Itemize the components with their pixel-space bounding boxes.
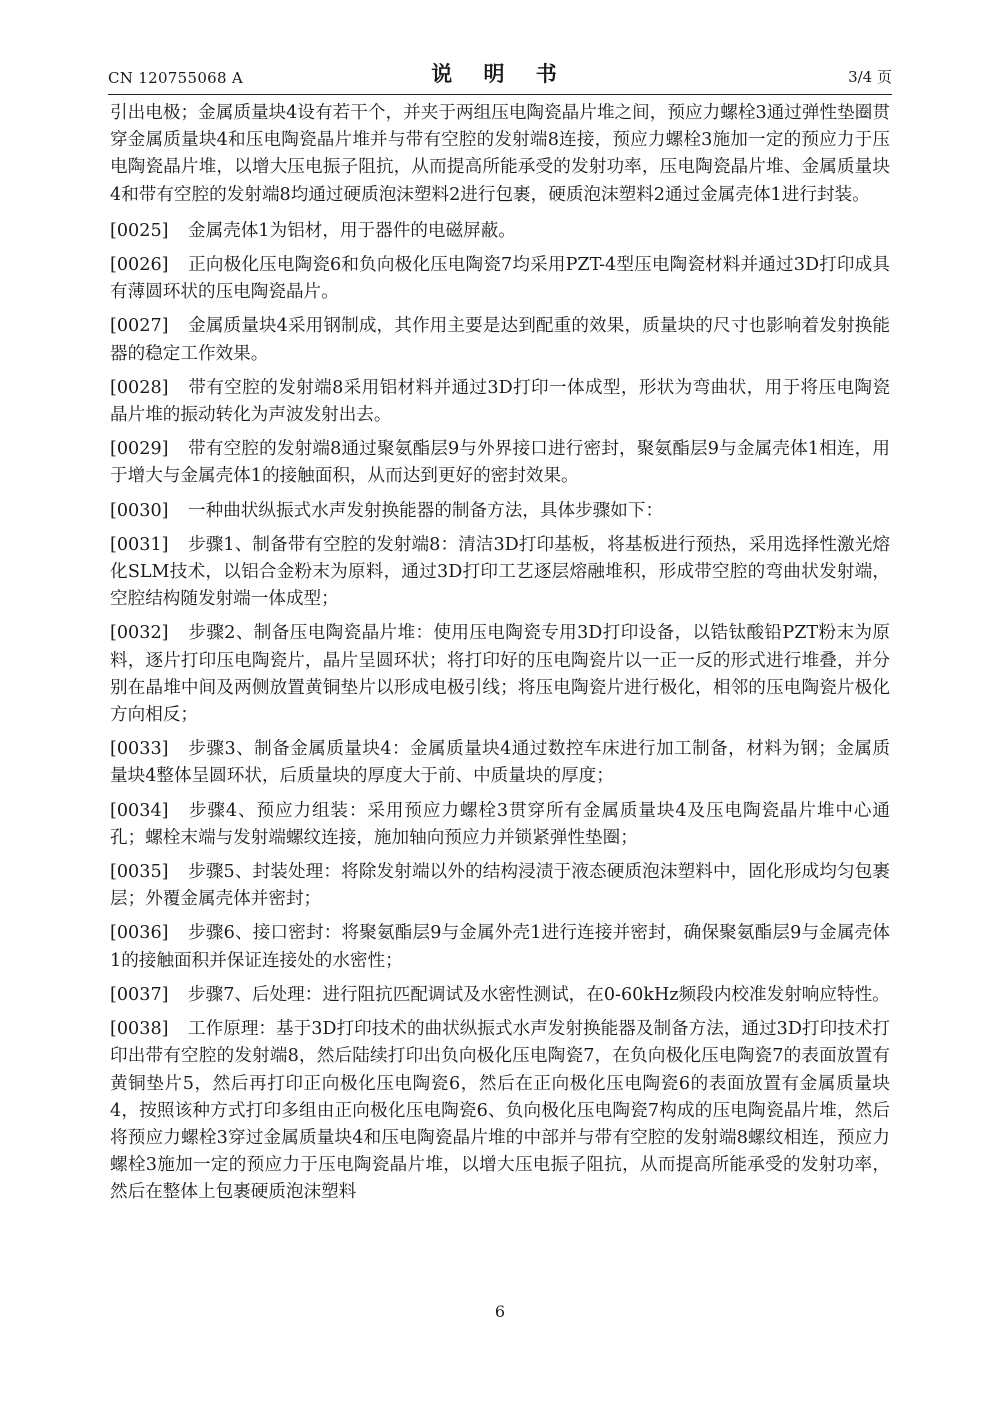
paragraph <box>110 982 890 1009</box>
paragraph-number: [0029] <box>110 439 169 460</box>
paragraph-text: 步骤7、后处理：进行阻抗匹配调试及水密性测试，在0-60kHz频段内校准发射响应特性。 <box>188 984 890 1005</box>
paragraph <box>110 1016 890 1206</box>
paragraph-text: 工作原理：基于3D打印技术的曲状纵振式水声发射换能器及制备方法，通过3D打印技术打印出带有空腔的发射端8，然后陆续打印出负向极化压电陶瓷7，在负向极化压电陶瓷7的表面放置有黄铜垫片5，然后再打印正向极化压电陶瓷6，然后在正向极化压电陶瓷6的表面放置有金属质量块4，按照该种方式打印多组由正向极化压电陶瓷6、负向极化压电陶瓷7构成的压电陶瓷晶片堆，然后将预应力螺栓3穿过金属质量块4和压电陶瓷晶片堆的中部并与带有空腔的发射端8螺纹相连，预应力螺栓3施加一定的预应力于压电陶瓷晶片堆，以增大压电振子阻抗，从而提高所能承受的发射功率，然后在整体上包裹硬质泡沫塑料 <box>110 1019 890 1203</box>
page-count: 3/4 页 <box>848 68 892 86</box>
document-title: 说 明 书 <box>431 61 569 86</box>
paragraph-number: [0027] <box>110 316 169 337</box>
page-number: 6 <box>494 1302 506 1321</box>
paragraph-number: [0028] <box>110 377 169 398</box>
paragraph-text: 步骤3、制备金属质量块4：金属质量块4通过数控车床进行加工制备，材料为钢；金属质量块4整体呈圆环状，后质量块的厚度大于前、中质量块的厚度； <box>110 739 890 787</box>
paragraph-number: [0026] <box>110 255 169 276</box>
paragraph-text: 带有空腔的发射端8通过聚氨酯层9与外界接口进行密封，聚氨酯层9与金属壳体1相连，用于增大与金属壳体1的接触面积，从而达到更好的密封效果。 <box>110 439 890 487</box>
paragraph-text: 步骤5、封装处理：将除发射端以外的结构浸渍于液态硬质泡沫塑料中，固化形成均匀包裹层；外覆金属壳体并密封； <box>110 862 890 910</box>
paragraph <box>110 252 890 306</box>
paragraph <box>110 498 890 525</box>
paragraph-number: [0034] <box>110 800 169 821</box>
paragraph-text: 步骤2、制备压电陶瓷晶片堆：使用压电陶瓷专用3D打印设备，以锆钛酸铅PZT粉末为原料，逐片打印压电陶瓷片，晶片呈圆环状；将打印好的压电陶瓷片以一正一反的形式进行堆叠，并分别在晶堆中间及两侧放置黄铜垫片以形成电极引线；将压电陶瓷片进行极化，相邻的压电陶瓷片极化方向相反； <box>110 623 890 726</box>
document-body <box>110 100 890 1214</box>
paragraph-text: 步骤6、接口密封：将聚氨酯层9与金属外壳1进行连接并密封，确保聚氨酯层9与金属壳体1的接触面积并保证连接处的水密性； <box>110 923 890 971</box>
paragraph <box>110 313 890 367</box>
paragraph-number: [0037] <box>110 984 169 1005</box>
paragraph <box>110 532 890 614</box>
paragraph-number: [0038] <box>110 1019 169 1040</box>
paragraph-text: 金属壳体1为铝材，用于器件的电磁屏蔽。 <box>188 220 516 241</box>
paragraph <box>110 736 890 790</box>
paragraph-list <box>110 218 890 1207</box>
paragraph-text: 带有空腔的发射端8采用铝材料并通过3D打印一体成型，形状为弯曲状，用于将压电陶瓷晶片堆的振动转化为声波发射出去。 <box>110 377 890 426</box>
paragraph-text: 一种曲状纵振式水声发射换能器的制备方法，具体步骤如下： <box>188 500 664 521</box>
paragraph <box>110 436 890 490</box>
paragraph <box>110 920 890 974</box>
paragraph-number: [0030] <box>110 500 169 521</box>
page-header <box>108 58 892 95</box>
publication-number: CN 120755068 A <box>108 69 244 87</box>
paragraph <box>110 218 890 245</box>
paragraph-number: [0036] <box>110 923 169 944</box>
paragraph-number: [0032] <box>110 623 169 644</box>
paragraph-number: [0033] <box>110 739 169 760</box>
paragraph <box>110 798 890 852</box>
paragraph-number: [0031] <box>110 534 169 555</box>
paragraph <box>110 375 890 429</box>
paragraph-number: [0025] <box>110 220 169 241</box>
continuation-paragraph: 引出电极；金属质量块4设有若干个，并夹于两组压电陶瓷晶片堆之间，预应力螺栓3通过弹性垫圈贯穿金属质量块4和压电陶瓷晶片堆并与带有空腔的发射端8连接，预应力螺栓3施加一定的预应力于压电陶瓷晶片堆，以增大压电振子阻抗，从而提高所能承受的发射功率，压电陶瓷晶片堆、金属质量块4和带有空腔的发射端8均通过硬质泡沫塑料2进行包裹，硬质泡沫塑料2通过金属壳体1进行封装。 <box>110 103 890 205</box>
paragraph <box>110 620 890 729</box>
paragraph-text: 正向极化压电陶瓷6和负向极化压电陶瓷7均采用PZT-4型压电陶瓷材料并通过3D打印成具有薄圆环状的压电陶瓷晶片。 <box>110 255 890 303</box>
paragraph-text: 步骤4、预应力组装：采用预应力螺栓3贯穿所有金属质量块4及压电陶瓷晶片堆中心通孔；螺栓末端与发射端螺纹连接，施加轴向预应力并锁紧弹性垫圈； <box>110 800 890 848</box>
paragraph-text: 金属质量块4采用钢制成，其作用主要是达到配重的效果，质量块的尺寸也影响着发射换能器的稳定工作效果。 <box>110 316 890 364</box>
paragraph-number: [0035] <box>110 862 169 883</box>
paragraph <box>110 859 890 913</box>
paragraph-text: 步骤1、制备带有空腔的发射端8：清洁3D打印基板，将基板进行预热，采用选择性激光熔化SLM技术，以铝合金粉末为原料，通过3D打印工艺逐层熔融堆积，形成带空腔的弯曲状发射端，空腔结构随发射端一体成型； <box>110 534 890 610</box>
